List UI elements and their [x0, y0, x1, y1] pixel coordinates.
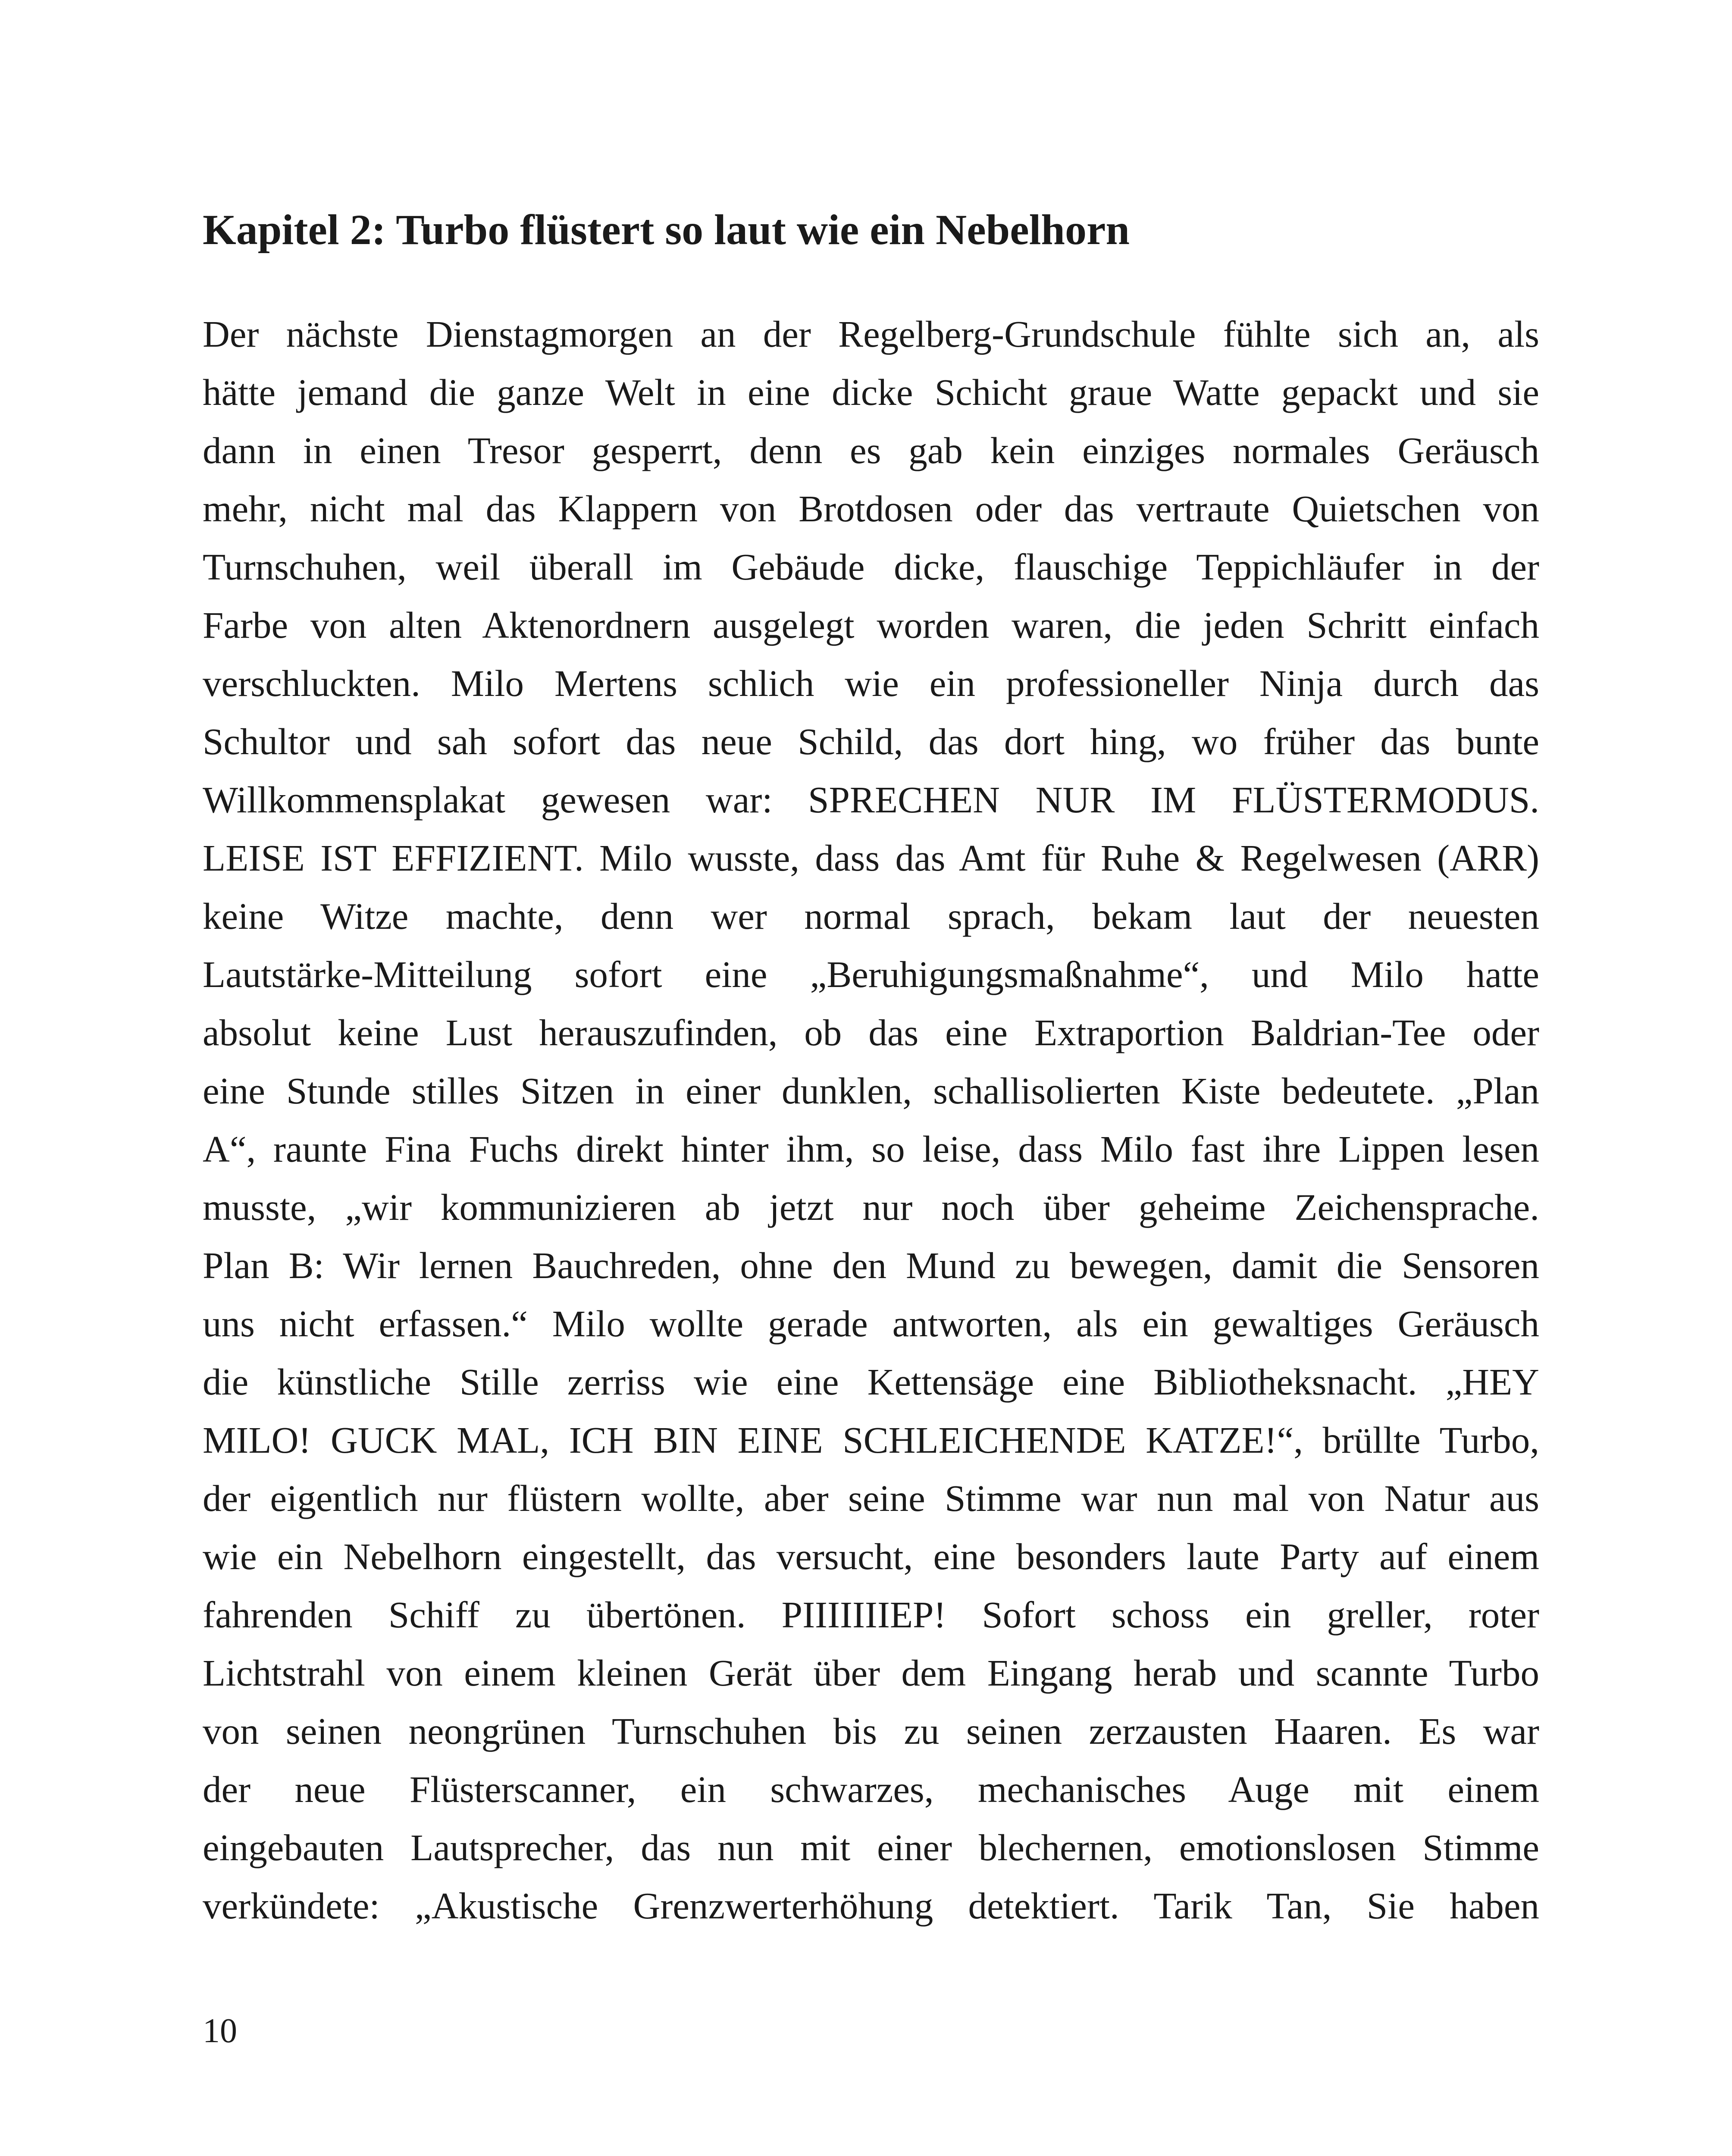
text-line: Lautstärke-Mitteilung sofort eine „Beruhigungsmaßnahme“, und Milo hatte	[203, 953, 1539, 995]
text-line: A“, raunte Fina Fuchs direkt hinter ihm, so leise, dass Milo fast ihre Lippen lesen	[203, 1128, 1539, 1170]
text-line: verschluckten. Milo Mertens schlich wie ein professioneller Ninja durch das	[203, 662, 1539, 704]
text-line: keine Witze machte, denn wer normal sprach, bekam laut der neuesten	[203, 895, 1539, 937]
text-line: von seinen neongrünen Turnschuhen bis zu seinen zerzausten Haaren. Es war	[203, 1710, 1539, 1752]
body-text	[203, 305, 1539, 1935]
text-line: musste, „wir kommunizieren ab jetzt nur noch über geheime Zeichensprache.	[203, 1186, 1539, 1228]
text-line: Lichtstrahl von einem kleinen Gerät über dem Eingang herab und scannte Turbo	[203, 1652, 1539, 1694]
text-line: verkündete: „Akustische Grenzwerterhöhung detektiert. Tarik Tan, Sie haben	[203, 1885, 1539, 1927]
text-line: absolut keine Lust herauszufinden, ob das eine Extraportion Baldrian-Tee oder	[203, 1012, 1539, 1053]
text-line: mehr, nicht mal das Klappern von Brotdosen oder das vertraute Quietschen von	[203, 488, 1539, 530]
text-line: Willkommensplakat gewesen war: SPRECHEN NUR IM FLÜSTERMODUS.	[203, 779, 1539, 821]
text-line: Turnschuhen, weil überall im Gebäude dicke, flauschige Teppichläufer in der	[203, 546, 1539, 588]
text-line: MILO! GUCK MAL, ICH BIN EINE SCHLEICHENDE KATZE!“, brüllte Turbo,	[203, 1419, 1539, 1461]
text-line: wie ein Nebelhorn eingestellt, das versucht, eine besonders laute Party auf einem	[203, 1536, 1539, 1577]
text-line: dann in einen Tresor gesperrt, denn es gab kein einziges normales Geräusch	[203, 429, 1539, 471]
page-number: 10	[203, 2012, 237, 2050]
text-line: der eigentlich nur flüstern wollte, aber seine Stimme war nun mal von Natur aus	[203, 1477, 1539, 1519]
text-line: Farbe von alten Aktenordnern ausgelegt worden waren, die jeden Schritt einfach	[203, 604, 1539, 646]
text-line: uns nicht erfassen.“ Milo wollte gerade antworten, als ein gewaltiges Geräusch	[203, 1303, 1539, 1344]
text-line: fahrenden Schiff zu übertönen. PIIIIIIIEP! Sofort schoss ein greller, roter	[203, 1594, 1539, 1636]
text-line: Plan B: Wir lernen Bauchreden, ohne den Mund zu bewegen, damit die Sensoren	[203, 1244, 1539, 1286]
chapter-title: Kapitel 2: Turbo flüstert so laut wie ein Nebelhorn	[203, 206, 1130, 254]
text-line: der neue Flüsterscanner, ein schwarzes, mechanisches Auge mit einem	[203, 1768, 1539, 1810]
text-line: die künstliche Stille zerriss wie eine Kettensäge eine Bibliotheksnacht. „HEY	[203, 1361, 1539, 1403]
text-line: hätte jemand die ganze Welt in eine dicke Schicht graue Watte gepackt und sie	[203, 371, 1539, 413]
text-line: eingebauten Lautsprecher, das nun mit einer blechernen, emotionslosen Stimme	[203, 1827, 1539, 1868]
text-line: eine Stunde stilles Sitzen in einer dunklen, schallisolierten Kiste bedeutete. „Plan	[203, 1070, 1539, 1112]
text-line: Der nächste Dienstagmorgen an der Regelberg-Grundschule fühlte sich an, als	[203, 313, 1539, 355]
text-line: LEISE IST EFFIZIENT. Milo wusste, dass das Amt für Ruhe & Regelwesen (ARR)	[203, 837, 1539, 879]
text-line: Schultor und sah sofort das neue Schild, das dort hing, wo früher das bunte	[203, 721, 1539, 762]
